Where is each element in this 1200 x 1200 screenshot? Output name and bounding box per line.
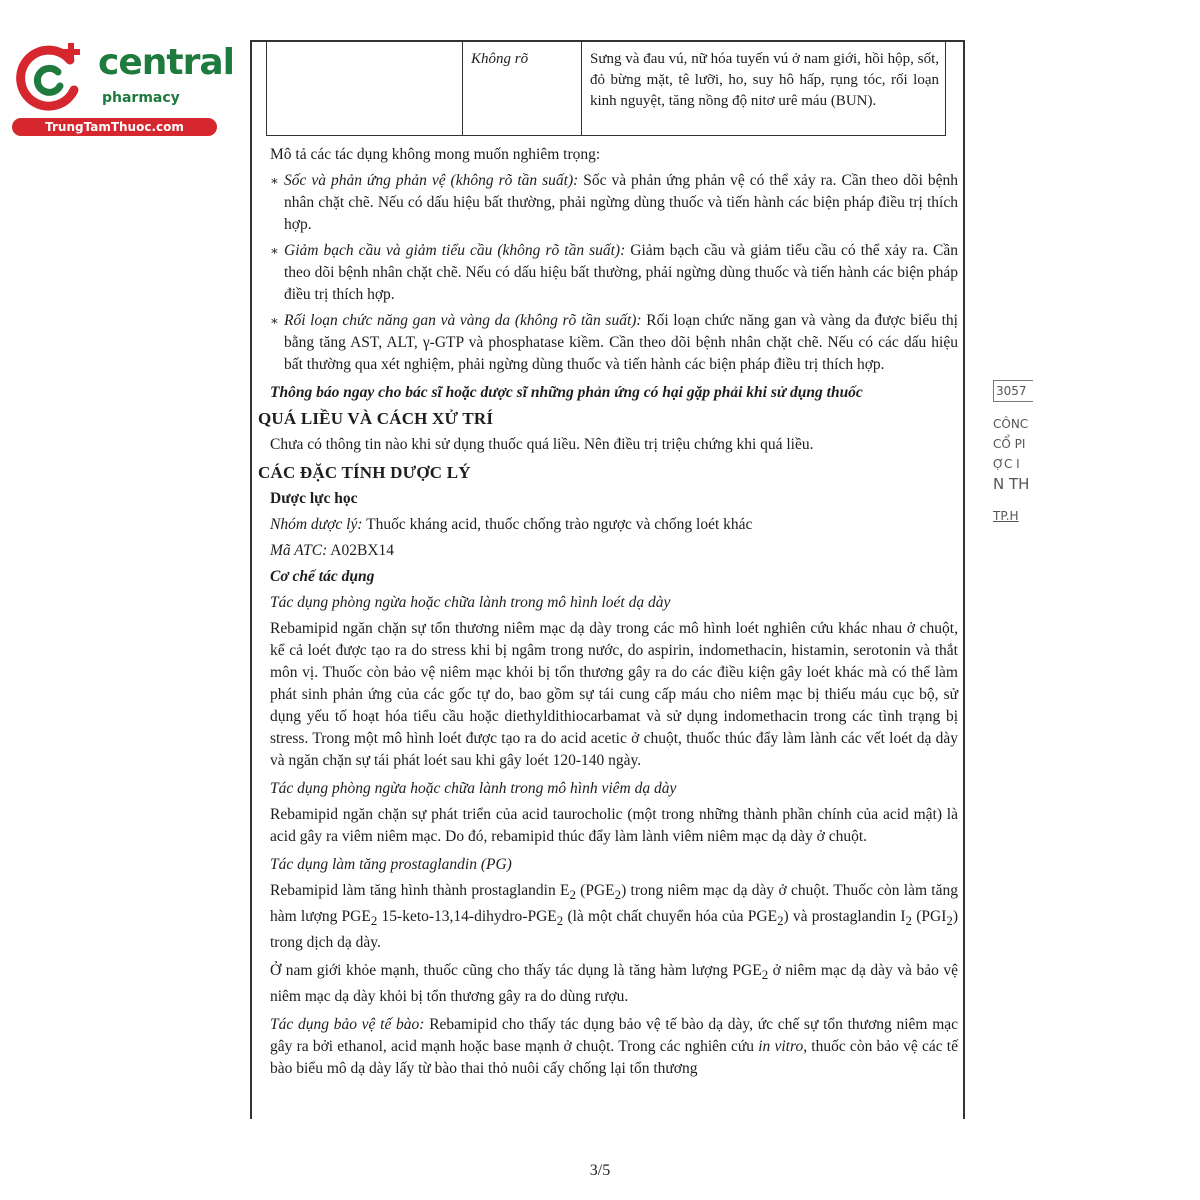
list-item — [270, 170, 958, 236]
cytoprotection-title: Tác dụng bảo vệ tế bào: — [270, 1016, 425, 1034]
atc-value: A02BX14 — [327, 542, 395, 559]
bullet-text: Sốc và phản ứng phản vệ có thể xảy ra. Cần theo dõi bệnh nhân chặt chẽ. Nếu có dấu hiệu bất thường, phải ngừng dùng thuốc và tiến hành các biện pháp điều trị thích hợp. — [284, 172, 958, 233]
stamp-line: ỢC I — [993, 457, 1020, 471]
pharmacy-cross-logo-icon — [10, 38, 92, 120]
stamp-line: 3057 — [993, 380, 1033, 402]
bullet-text: Rối loạn chức năng gan và vàng da được biểu thị bằng tăng AST, ALT, γ-GTP và phosphatase kiềm. Cần theo dõi bệnh nhân chặt chẽ. Nếu có các dấu hiệu bất thường qua xét nghiệm, phải ngừng dùng thuốc và tiến hành các biện pháp điều trị thích hợp. — [284, 312, 958, 373]
section-title-gastritis: Tác dụng phòng ngừa hoặc chữa lành trong mô hình viêm dạ dày — [270, 780, 677, 797]
logo-subtitle: pharmacy — [102, 90, 180, 106]
overdose-text: Chưa có thông tin nào khi sử dụng thuốc quá liều. Nên điều trị triệu chứng khi quá liều. — [270, 436, 814, 453]
pharmacologic-group — [270, 514, 958, 536]
section-title-ulcer: Tác dụng phòng ngừa hoặc chữa lành trong mô hình loét dạ dày — [270, 594, 671, 611]
page-number: 3/5 — [589, 1162, 611, 1179]
section-text-prostaglandin: Rebamipid làm tăng hình thành prostaglandin $E_2$ $(PGE_2)$ trong niêm mạc dạ dày ở chuột. Thuốc còn làm tăng hàm lượng $PGE_2$ $15-keto-13,14-dihydro-PGE_2$ (là một chất chuyển hóa của $PGE_2$) và prostaglandin $I_2$ $(PGI_2)$ trong dịch dạ dày. — [270, 882, 958, 952]
logo-name: central — [98, 42, 234, 83]
atc-code — [270, 540, 958, 562]
table-cell-frequency: Không rõ — [463, 41, 582, 136]
pharmacology-heading: CÁC ĐẶC TÍNH DƯỢC LÝ — [258, 463, 471, 482]
list-item — [270, 310, 958, 376]
stamp-line: TP.H — [993, 509, 1019, 523]
mechanism-heading: Cơ chế tác dụng — [270, 568, 375, 585]
group-label: Nhóm dược lý: — [270, 516, 363, 533]
stamp-line: CỔ PI — [993, 437, 1026, 451]
asterisk-bullet-icon: ∗ — [270, 243, 279, 258]
section-title-prostaglandin: Tác dụng làm tăng prostaglandin (PG) — [270, 856, 512, 873]
group-value: Thuốc kháng acid, thuốc chống trào ngược và chống loét khác — [362, 516, 753, 533]
table-row — [267, 41, 946, 136]
serious-effects-intro: Mô tả các tác dụng không mong muốn nghiêm trọng: — [270, 146, 601, 163]
asterisk-bullet-icon: ∗ — [270, 313, 279, 328]
stamp-line: N TH — [993, 475, 1030, 493]
bullet-title: Sốc và phản ứng phản vệ (không rõ tần suất): — [284, 172, 579, 189]
central-pharmacy-logo[interactable] — [10, 38, 234, 138]
logo-site-url[interactable]: TrungTamThuoc.com — [12, 118, 217, 136]
section-text-ulcer: Rebamipid ngăn chặn sự tổn thương niêm mạc dạ dày trong các mô hình loét nghiên cứu khác nhau ở chuột, kể cả loét được tạo ra do stress khi bị ngâm trong nước, do aspirin, indomethacin, histamin, serotonin và thắt môn vị. Thuốc còn bảo vệ niêm mạc khỏi bị tổn thương gây ra do các điều kiện gây loét khác mà có thể làm phát sinh phản ứng của các gốc tự do, bao gồm sự tái cung cấp máu cho niêm mạc bị thiếu máu cục bộ, sử dụng yếu tố hoạt hóa tiểu cầu hoặc diethyldithiocarbamat và sử dụng indomethacin trong các tình trạng bị stress. Trong một mô hình loét được tạo ra do acid acetic ở chuột, thuốc thúc đẩy làm lành các vết loét dạ dày và ngăn chặn sự tái phát loét sau khi gây loét 120-140 ngày. — [270, 620, 958, 769]
list-item — [270, 240, 958, 306]
bullet-title: Giảm bạch cầu và giảm tiểu cầu (không rõ tần suất): — [284, 242, 626, 259]
document-body — [258, 144, 958, 1080]
approval-stamp-fragment — [993, 380, 1033, 526]
document-content — [258, 40, 958, 1080]
atc-label: Mã ATC: — [270, 542, 328, 559]
adverse-effects-table — [266, 40, 946, 136]
section-text-gastritis: Rebamipid ngăn chặn sự phát triển của acid taurocholic (một trong những thành phần chính của acid mật) là acid gây ra viêm niêm mạc. Do đó, rebamipid thúc đẩy làm lành viêm niêm mạc dạ dày ở chuột. — [270, 806, 958, 845]
adverse-notice: Thông báo ngay cho bác sĩ hoặc dược sĩ những phản ứng có hại gặp phải khi sử dụng thuốc — [270, 384, 863, 401]
overdose-heading: QUÁ LIỀU VÀ CÁCH XỬ TRÍ — [258, 409, 494, 428]
section-text-healthy-men: Ở nam giới khỏe mạnh, thuốc cũng cho thấy tác dụng là tăng hàm lượng $PGE_2$ ở niêm mạc dạ dày và bảo vệ niêm mạc dạ dày khỏi bị tổn thương gây ra do dùng rượu. — [270, 962, 958, 1006]
bullet-title: Rối loạn chức năng gan và vàng da (không rõ tần suất): — [284, 312, 642, 329]
table-cell-effects: Sưng và đau vú, nữ hóa tuyến vú ở nam giới, hồi hộp, sốt, đỏ bừng mặt, tê lưỡi, ho, suy hô hấp, rụng tóc, rối loạn kinh nguyệt, tăng nồng độ nitơ urê máu (BUN). — [582, 41, 946, 136]
pharmacodynamics-heading: Dược lực học — [270, 490, 358, 507]
bullet-text: Giảm bạch cầu và giảm tiểu cầu có thể xảy ra. Cần theo dõi bệnh nhân chặt chẽ. Nếu có dấu hiệu bất thường, phải ngừng dùng thuốc và tiến hành các biện pháp điều trị thích hợp. — [284, 242, 958, 303]
section-text-cytoprotection: Tác dụng bảo vệ tế bào: Rebamipid cho thấy tác dụng bảo vệ tế bào dạ dày, ức chế sự tổn thương niêm mạc gây ra bởi ethanol, acid mạnh hoặc base mạnh ở chuột. Trong các nghiên cứu in vitro, thuốc còn bảo vệ các tế bào biểu mô dạ dày lấy từ bào thai thỏ nuôi cấy chống lại tổn thương — [270, 1016, 959, 1078]
table-cell-empty — [267, 41, 463, 136]
asterisk-bullet-icon: ∗ — [270, 173, 279, 188]
stamp-line: CÔNC — [993, 417, 1029, 431]
